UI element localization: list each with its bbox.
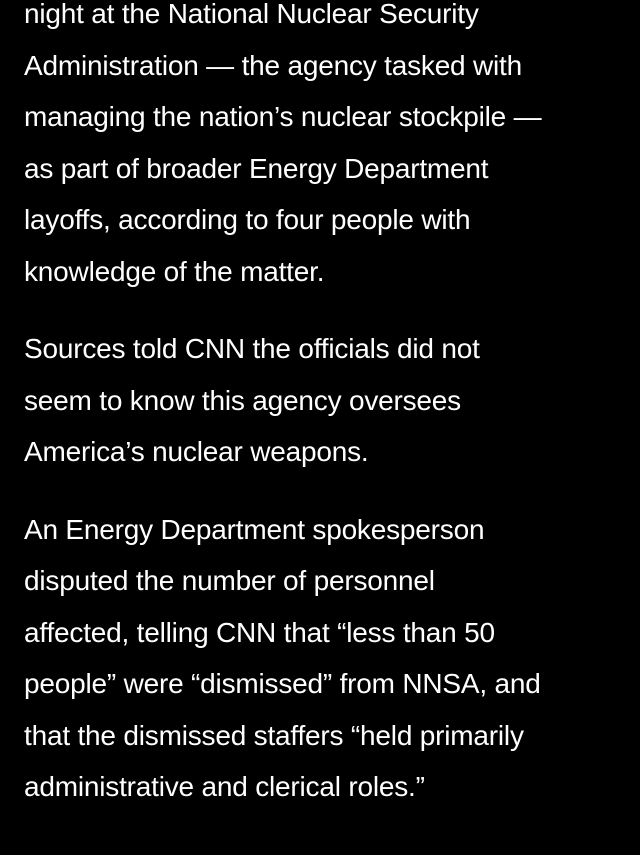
- paragraph-line: people” were “dismissed” from NNSA, and: [24, 668, 541, 699]
- paragraph-line: Administration — the agency tasked with: [24, 49, 523, 81]
- paragraph-line: America’s nuclear weapons.: [24, 436, 369, 467]
- paragraph-layoffs: [24, 0, 624, 297]
- paragraph-line: disputed the number of personnel: [24, 565, 435, 596]
- paragraph-line: managing the nation’s nuclear stockpile —: [24, 101, 542, 132]
- paragraph-line: as part of broader Energy Department: [24, 152, 489, 184]
- paragraph-line: administrative and clerical roles.”: [24, 771, 425, 802]
- article-body: [24, 0, 624, 839]
- paragraph-line: seem to know this agency oversees: [24, 384, 461, 416]
- paragraph-line: An Energy Department spokesperson: [24, 513, 485, 545]
- paragraph-line: layoffs, according to four people with: [24, 204, 471, 235]
- paragraph-line: affected, telling CNN that “less than 50: [24, 616, 495, 648]
- paragraph-line: night at the National Nuclear Security: [24, 0, 479, 29]
- paragraph-spokesperson: [24, 504, 624, 813]
- paragraph-line: Sources told CNN the officials did not: [24, 333, 480, 364]
- paragraph-line: that the dismissed staffers “held primarily: [24, 719, 524, 751]
- paragraph-sources: [24, 323, 624, 478]
- paragraph-line: knowledge of the matter.: [24, 255, 325, 287]
